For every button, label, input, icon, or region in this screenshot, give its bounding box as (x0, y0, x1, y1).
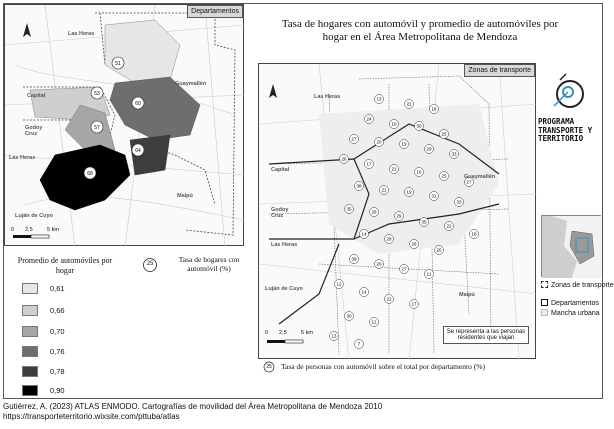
scale-end: 5 km (47, 227, 59, 233)
svg-text:60: 60 (135, 101, 141, 107)
legend-departments (541, 299, 599, 307)
svg-text:22: 22 (446, 223, 452, 229)
svg-text:20: 20 (376, 139, 382, 145)
zone-circle (430, 192, 439, 201)
svg-text:11: 11 (426, 271, 432, 277)
map-left-label-las-heras-2: Las Heras (9, 155, 36, 161)
legend-persons-sample: 25 (266, 364, 272, 370)
dept-circle-68 (84, 167, 96, 179)
map-left-label-lujan: Luján de Cuyo (15, 213, 53, 219)
svg-text:57: 57 (94, 125, 100, 131)
map-right-label-maipu: Maipú (459, 292, 475, 298)
svg-text:14: 14 (361, 289, 367, 295)
svg-text:35: 35 (421, 219, 427, 225)
swatch-0-61 (22, 283, 38, 294)
map-left-label-maipu: Maipú (177, 193, 193, 199)
zones-marker-icon (541, 281, 548, 288)
zone-circle (415, 168, 424, 177)
citation (3, 402, 382, 422)
zone-circle (375, 138, 384, 147)
dept-circle-57 (91, 121, 103, 133)
zone-circle (400, 140, 409, 149)
map-right-label-godoy-cruz: Godoy Cruz (271, 207, 289, 219)
svg-text:24: 24 (366, 116, 372, 122)
svg-text:27: 27 (466, 179, 472, 185)
zone-circle (410, 240, 419, 249)
svg-text:17: 17 (366, 161, 372, 167)
map-zonas (258, 63, 536, 359)
svg-text:10: 10 (391, 121, 397, 127)
svg-text:33: 33 (456, 199, 462, 205)
svg-text:33: 33 (451, 151, 457, 157)
zone-circle (360, 288, 369, 297)
svg-text:18: 18 (431, 106, 437, 112)
svg-text:26: 26 (411, 241, 417, 247)
legend-urban-label: Mancha urbana (551, 310, 600, 317)
legend-rate-text: Tasa de hogares con automóvil (%) (178, 255, 240, 273)
svg-text:7: 7 (357, 341, 361, 347)
scale-zero-2: 0 (265, 330, 269, 336)
zone-circle (355, 340, 364, 349)
svg-text:19: 19 (406, 189, 412, 195)
departments-marker-icon (541, 299, 548, 306)
zone-circle (400, 265, 409, 274)
swatch-0-78 (22, 366, 38, 377)
svg-text:68: 68 (87, 171, 93, 177)
svg-text:28: 28 (371, 209, 377, 215)
svg-text:31: 31 (431, 193, 437, 199)
svg-text:51: 51 (115, 61, 121, 67)
zone-circle (425, 145, 434, 154)
zone-circle (420, 218, 429, 227)
zone-0-61 (105, 20, 180, 83)
scale-zero: 0 (11, 227, 15, 233)
svg-text:20: 20 (376, 261, 382, 267)
legend-label-0-66: 0,66 (50, 306, 65, 315)
scale-bar (13, 235, 49, 238)
svg-text:26: 26 (341, 156, 347, 162)
zone-circle (450, 150, 459, 159)
svg-text:16: 16 (416, 169, 422, 175)
svg-text:30: 30 (416, 123, 422, 129)
svg-text:12: 12 (336, 281, 342, 287)
zone-circle (355, 182, 364, 191)
inset-map-svg (542, 216, 602, 278)
svg-text:53: 53 (94, 91, 100, 97)
map-right-label-guaymallen: Guaymallén (464, 174, 496, 180)
dept-circle-64 (132, 144, 144, 156)
zone-circle (445, 222, 454, 231)
logo (538, 70, 606, 160)
map-right-label-lujan: Luján de Cuyo (265, 286, 303, 292)
logo-line-3: TERRITORIO (538, 134, 584, 143)
zone-circle (435, 246, 444, 255)
map-right-note: Se representa a las personas residentes que viajan (443, 326, 529, 344)
zone-circle (345, 312, 354, 321)
svg-text:39: 39 (351, 256, 357, 262)
figure-title: Tasa de hogares con automóvil y promedio de automóviles por hogar en el Área Metropolitana de Mendoza (281, 18, 559, 43)
urban-marker-icon (541, 309, 548, 316)
svg-text:38: 38 (356, 183, 362, 189)
swatch-0-90 (22, 385, 38, 396)
zone-circle (330, 332, 339, 341)
svg-text:27: 27 (401, 266, 407, 272)
map-left-label-capital: Capital (27, 93, 46, 99)
svg-text:29: 29 (426, 146, 432, 152)
svg-text:27: 27 (351, 136, 357, 142)
zone-circle (350, 255, 359, 264)
zone-circle (365, 160, 374, 169)
svg-text:28: 28 (386, 236, 392, 242)
zone-circle (390, 120, 399, 129)
zone-circle (370, 208, 379, 217)
zone-circle (340, 155, 349, 164)
legend-zones (541, 281, 614, 289)
svg-text:30: 30 (346, 313, 352, 319)
zone-circle (430, 105, 439, 114)
zone-circle (405, 188, 414, 197)
svg-text:14: 14 (361, 231, 367, 237)
legend-label-0-61: 0,61 (50, 284, 65, 293)
zone-circle (395, 212, 404, 221)
scale-bar-2 (267, 340, 303, 343)
map-right-label-las-heras-2: Las Heras (271, 242, 298, 248)
svg-text:21: 21 (391, 166, 397, 172)
zone-circle (455, 198, 464, 207)
zone-0-90 (40, 145, 130, 210)
zone-circle (365, 115, 374, 124)
legend-label-0-90: 0,90 (50, 386, 65, 395)
zone-circle (390, 165, 399, 174)
zone-circle (350, 135, 359, 144)
svg-text:21: 21 (381, 187, 387, 193)
svg-text:64: 64 (135, 148, 141, 154)
citation-line-2[interactable]: https://transporteterritorio.wixsite.com/pttuba/atlas (3, 412, 180, 421)
legend-urban (541, 309, 600, 317)
swatch-0-70 (22, 326, 38, 337)
zone-circle (360, 230, 369, 239)
swatch-0-66 (22, 305, 38, 316)
north-arrow-icon (23, 23, 31, 37)
svg-text:12: 12 (371, 319, 377, 325)
zone-circle (440, 130, 449, 139)
zone-circle (470, 230, 479, 239)
map-departamentos (4, 4, 244, 246)
zone-circle (375, 260, 384, 269)
zone-circle (380, 186, 389, 195)
svg-text:13: 13 (331, 333, 337, 339)
zone-circle (335, 280, 344, 289)
scale-mid-2: 2,5 (279, 330, 287, 336)
zone-circle (405, 100, 414, 109)
legend-zones-label: Zonas de transporte (551, 282, 614, 289)
scale-mid: 2,5 (25, 227, 33, 233)
svg-text:35: 35 (346, 206, 352, 212)
svg-text:17: 17 (411, 301, 417, 307)
legend-departments-label: Departamentos (551, 300, 599, 307)
map-left-label-guaymallen: Guaymallén (175, 81, 207, 87)
map-right-label-capital: Capital (271, 167, 290, 173)
zone-circle (440, 172, 449, 181)
logo-graphic-icon (548, 70, 588, 114)
map-left-label-godoy-cruz: Godoy Cruz (25, 125, 43, 137)
svg-text:18: 18 (471, 231, 477, 237)
map-left-box-label: Departamentos (187, 5, 243, 18)
legend-rate-sample: 25 (146, 261, 154, 267)
zone-circle (385, 235, 394, 244)
svg-text:22: 22 (406, 101, 412, 107)
zone-circle (375, 95, 384, 104)
dept-circle-51 (112, 57, 124, 69)
svg-text:25: 25 (441, 173, 447, 179)
logo-line-1: PROGRAMA (538, 117, 575, 126)
dept-circle-53 (91, 87, 103, 99)
svg-text:25: 25 (441, 131, 447, 137)
map-right-label-las-heras: Las Heras (314, 94, 341, 100)
zone-circle (410, 300, 419, 309)
svg-text:19: 19 (401, 141, 407, 147)
logo-line-2: TRANSPORTE Y (538, 125, 593, 135)
dept-circle-60 (132, 97, 144, 109)
zone-circle (385, 295, 394, 304)
zone-circle (425, 270, 434, 279)
svg-text:20: 20 (436, 247, 442, 253)
legend-label-0-76: 0,76 (50, 347, 65, 356)
svg-text:22: 22 (386, 296, 392, 302)
legend-cars-title: Promedio de automóviles por hogar (17, 256, 113, 275)
swatch-0-76 (22, 346, 38, 357)
legend-label-0-70: 0,70 (50, 327, 65, 336)
zone-circle (370, 318, 379, 327)
map-right-box-label: Zonas de transporte (464, 64, 535, 77)
svg-text:13: 13 (376, 96, 382, 102)
legend-persons-text: Tasa de personas con automóvil sobre el total por departamento (%) (281, 362, 485, 371)
citation-line-1: Gutiérrez, A. (2023) ATLAS ENMODO. Cartografías de movilidad del Área Metropolitana de Mendoza 2010 (3, 402, 383, 411)
svg-text:29: 29 (396, 213, 402, 219)
scale-end-2: 5 km (301, 330, 313, 336)
north-arrow-icon-2 (269, 84, 277, 98)
zone-circle (345, 205, 354, 214)
legend-label-0-78: 0,78 (50, 367, 65, 376)
zone-circle (415, 122, 424, 131)
inset-map (541, 215, 601, 277)
map-left-label-las-heras: Las Heras (68, 31, 95, 37)
